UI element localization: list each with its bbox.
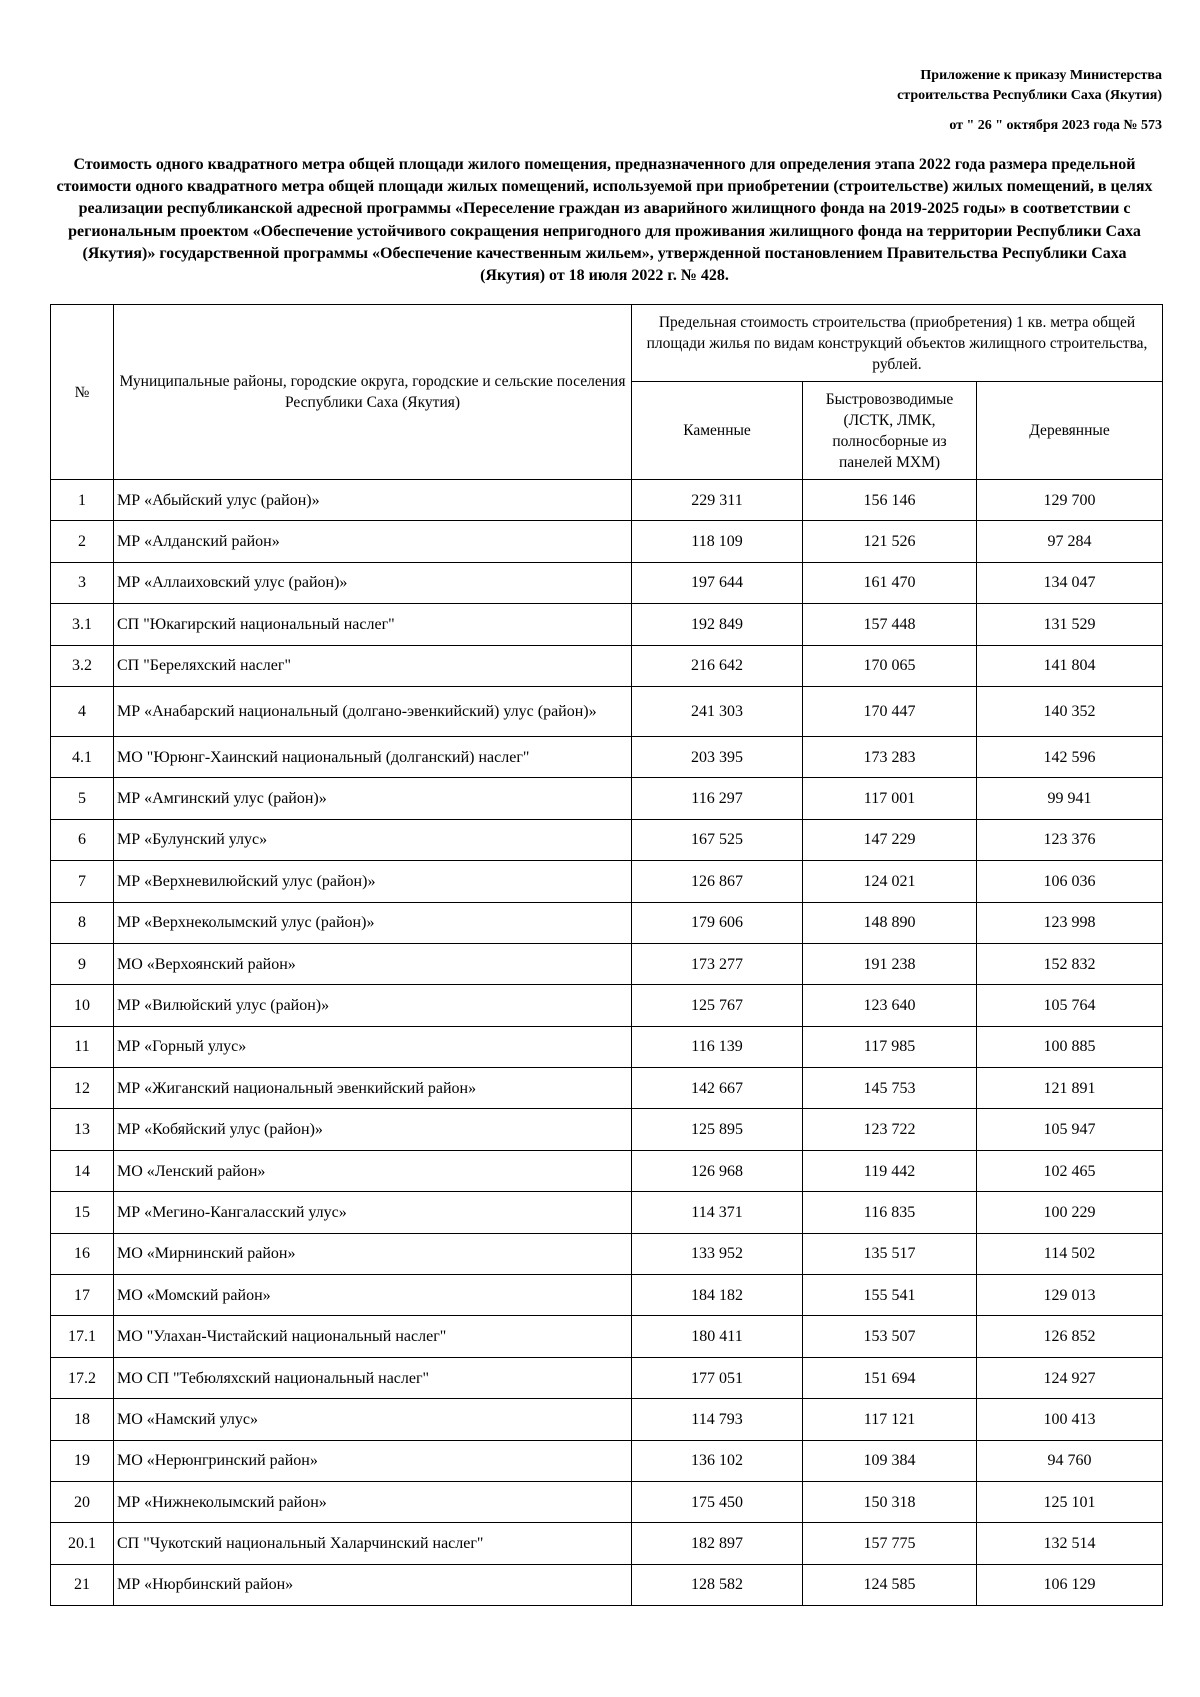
row-prefab-cost: 119 442 xyxy=(803,1150,977,1191)
row-number: 14 xyxy=(51,1150,114,1191)
order-date-number: от " 26 " октября 2023 года № 573 xyxy=(949,118,1162,133)
table-row xyxy=(51,1440,1163,1481)
table-row xyxy=(51,1316,1163,1357)
row-municipality: МО «Намский улус» xyxy=(114,1399,632,1440)
row-prefab-cost: 170 447 xyxy=(803,686,977,736)
header-wooden: Деревянные xyxy=(977,382,1163,480)
row-stone-cost: 203 395 xyxy=(632,736,803,777)
header-stone: Каменные xyxy=(632,382,803,480)
row-municipality: МР «Булунский улус» xyxy=(114,819,632,860)
row-number: 18 xyxy=(51,1399,114,1440)
table-row xyxy=(51,1523,1163,1564)
row-wooden-cost: 131 529 xyxy=(977,604,1163,645)
row-wooden-cost: 141 804 xyxy=(977,645,1163,686)
row-number: 15 xyxy=(51,1192,114,1233)
row-municipality: МР «Алданский район» xyxy=(114,521,632,562)
row-stone-cost: 173 277 xyxy=(632,943,803,984)
table-row xyxy=(51,736,1163,777)
row-number: 20.1 xyxy=(51,1523,114,1564)
row-prefab-cost: 121 526 xyxy=(803,521,977,562)
row-prefab-cost: 148 890 xyxy=(803,902,977,943)
row-number: 13 xyxy=(51,1109,114,1150)
row-municipality: МО «Момский район» xyxy=(114,1275,632,1316)
row-municipality: МО СП "Тебюляхский национальный наслег" xyxy=(114,1357,632,1398)
row-prefab-cost: 155 541 xyxy=(803,1275,977,1316)
row-wooden-cost: 105 947 xyxy=(977,1109,1163,1150)
row-number: 4.1 xyxy=(51,736,114,777)
row-stone-cost: 133 952 xyxy=(632,1233,803,1274)
row-number: 8 xyxy=(51,902,114,943)
row-number: 19 xyxy=(51,1440,114,1481)
table-row xyxy=(51,604,1163,645)
row-prefab-cost: 124 585 xyxy=(803,1564,977,1605)
row-stone-cost: 197 644 xyxy=(632,562,803,603)
row-prefab-cost: 117 001 xyxy=(803,778,977,819)
row-wooden-cost: 132 514 xyxy=(977,1523,1163,1564)
row-stone-cost: 179 606 xyxy=(632,902,803,943)
row-stone-cost: 126 968 xyxy=(632,1150,803,1191)
row-prefab-cost: 145 753 xyxy=(803,1068,977,1109)
row-municipality: МО "Улахан-Чистайский национальный наслег" xyxy=(114,1316,632,1357)
row-municipality: МР «Аллаиховский улус (район)» xyxy=(114,562,632,603)
row-municipality: МО "Юрюнг-Хаинский национальный (долганский) наслег" xyxy=(114,736,632,777)
row-stone-cost: 229 311 xyxy=(632,480,803,521)
row-municipality: МР «Нижнеколымский район» xyxy=(114,1481,632,1522)
row-prefab-cost: 191 238 xyxy=(803,943,977,984)
row-stone-cost: 241 303 xyxy=(632,686,803,736)
row-prefab-cost: 123 640 xyxy=(803,985,977,1026)
row-municipality: МР «Вилюйский улус (район)» xyxy=(114,985,632,1026)
row-stone-cost: 118 109 xyxy=(632,521,803,562)
row-municipality: СП "Береляхский наслег" xyxy=(114,645,632,686)
row-stone-cost: 142 667 xyxy=(632,1068,803,1109)
row-prefab-cost: 153 507 xyxy=(803,1316,977,1357)
row-number: 21 xyxy=(51,1564,114,1605)
row-number: 9 xyxy=(51,943,114,984)
row-stone-cost: 126 867 xyxy=(632,861,803,902)
row-municipality: МР «Жиганский национальный эвенкийский район» xyxy=(114,1068,632,1109)
row-wooden-cost: 142 596 xyxy=(977,736,1163,777)
row-number: 17 xyxy=(51,1275,114,1316)
header-prefab: Быстровозводимые (ЛСТК, ЛМК, полносборные из панелей МХМ) xyxy=(803,382,977,480)
appendix-header xyxy=(897,66,1162,106)
row-wooden-cost: 97 284 xyxy=(977,521,1163,562)
table-row xyxy=(51,1150,1163,1191)
header-municipality: Муниципальные районы, городские округа, городские и сельские поселения Республики Саха (Якутия) xyxy=(114,305,632,480)
table-row xyxy=(51,562,1163,603)
row-wooden-cost: 126 852 xyxy=(977,1316,1163,1357)
row-wooden-cost: 129 700 xyxy=(977,480,1163,521)
row-stone-cost: 177 051 xyxy=(632,1357,803,1398)
row-municipality: МО «Верхоянский район» xyxy=(114,943,632,984)
row-number: 1 xyxy=(51,480,114,521)
table-row xyxy=(51,1233,1163,1274)
row-number: 3.1 xyxy=(51,604,114,645)
row-number: 3.2 xyxy=(51,645,114,686)
row-prefab-cost: 173 283 xyxy=(803,736,977,777)
row-number: 7 xyxy=(51,861,114,902)
table-row xyxy=(51,861,1163,902)
row-municipality: СП "Юкагирский национальный наслег" xyxy=(114,604,632,645)
row-prefab-cost: 147 229 xyxy=(803,819,977,860)
row-municipality: МР «Верхнеколымский улус (район)» xyxy=(114,902,632,943)
row-wooden-cost: 114 502 xyxy=(977,1233,1163,1274)
table-row xyxy=(51,1481,1163,1522)
row-municipality: МР «Анабарский национальный (долгано-эвенкийский) улус (район)» xyxy=(114,686,632,736)
row-wooden-cost: 106 129 xyxy=(977,1564,1163,1605)
cost-table xyxy=(50,304,1163,1606)
appendix-line-2: строительства Республики Саха (Якутия) xyxy=(897,88,1162,103)
row-number: 20 xyxy=(51,1481,114,1522)
row-stone-cost: 125 767 xyxy=(632,985,803,1026)
table-row xyxy=(51,778,1163,819)
row-wooden-cost: 123 998 xyxy=(977,902,1163,943)
table-row xyxy=(51,902,1163,943)
row-wooden-cost: 134 047 xyxy=(977,562,1163,603)
header-number: № xyxy=(51,305,114,480)
row-wooden-cost: 100 885 xyxy=(977,1026,1163,1067)
row-municipality: МР «Кобяйский улус (район)» xyxy=(114,1109,632,1150)
row-stone-cost: 128 582 xyxy=(632,1564,803,1605)
table-row xyxy=(51,1026,1163,1067)
row-stone-cost: 184 182 xyxy=(632,1275,803,1316)
table-row xyxy=(51,521,1163,562)
row-prefab-cost: 117 121 xyxy=(803,1399,977,1440)
row-municipality: МР «Амгинский улус (район)» xyxy=(114,778,632,819)
document-title: Стоимость одного квадратного метра общей площади жилого помещения, предназначенного для определения этапа 2022 года размера предельной стоимости одного квадратного метра общей площади жилых помещений, используемой при приобретении (строительстве) жилых помещений, в целях реализации республиканской адресной программы «Переселение граждан из аварийного жилищного фонда на 2019-2025 годы» в соответствии с региональным проектом «Обеспечение устойчивого сокращения непригодного для проживания жилищного фонда на территории Республики Саха (Якутия)» государственной программы «Обеспечение качественным жильем», утвержденной постановлением Правительства Республики Саха (Якутия) от 18 июля 2022 г. № 428. xyxy=(56,156,1153,285)
row-prefab-cost: 156 146 xyxy=(803,480,977,521)
row-municipality: МР «Верхневилюйский улус (район)» xyxy=(114,861,632,902)
row-stone-cost: 125 895 xyxy=(632,1109,803,1150)
row-stone-cost: 116 297 xyxy=(632,778,803,819)
row-wooden-cost: 125 101 xyxy=(977,1481,1163,1522)
row-wooden-cost: 94 760 xyxy=(977,1440,1163,1481)
row-wooden-cost: 124 927 xyxy=(977,1357,1163,1398)
row-prefab-cost: 123 722 xyxy=(803,1109,977,1150)
table-row xyxy=(51,686,1163,736)
table-body xyxy=(51,480,1163,1606)
row-wooden-cost: 106 036 xyxy=(977,861,1163,902)
row-stone-cost: 175 450 xyxy=(632,1481,803,1522)
row-number: 6 xyxy=(51,819,114,860)
row-wooden-cost: 152 832 xyxy=(977,943,1163,984)
row-municipality: СП "Чукотский национальный Халарчинский наслег" xyxy=(114,1523,632,1564)
row-number: 2 xyxy=(51,521,114,562)
row-municipality: МР «Горный улус» xyxy=(114,1026,632,1067)
table-row xyxy=(51,1564,1163,1605)
row-number: 10 xyxy=(51,985,114,1026)
table-row xyxy=(51,1399,1163,1440)
row-municipality: МР «Абыйский улус (район)» xyxy=(114,480,632,521)
row-stone-cost: 216 642 xyxy=(632,645,803,686)
row-municipality: МО «Ленский район» xyxy=(114,1150,632,1191)
table-row xyxy=(51,819,1163,860)
row-number: 11 xyxy=(51,1026,114,1067)
row-wooden-cost: 123 376 xyxy=(977,819,1163,860)
row-stone-cost: 114 793 xyxy=(632,1399,803,1440)
row-prefab-cost: 157 775 xyxy=(803,1523,977,1564)
row-prefab-cost: 150 318 xyxy=(803,1481,977,1522)
row-stone-cost: 136 102 xyxy=(632,1440,803,1481)
table-row xyxy=(51,943,1163,984)
table-header-row xyxy=(51,305,1163,382)
row-wooden-cost: 100 229 xyxy=(977,1192,1163,1233)
row-municipality: МО «Нерюнгринский район» xyxy=(114,1440,632,1481)
row-prefab-cost: 170 065 xyxy=(803,645,977,686)
row-prefab-cost: 151 694 xyxy=(803,1357,977,1398)
appendix-line-1: Приложение к приказу Министерства xyxy=(920,68,1162,83)
row-wooden-cost: 121 891 xyxy=(977,1068,1163,1109)
row-wooden-cost: 105 764 xyxy=(977,985,1163,1026)
row-prefab-cost: 124 021 xyxy=(803,861,977,902)
row-number: 16 xyxy=(51,1233,114,1274)
row-number: 5 xyxy=(51,778,114,819)
row-wooden-cost: 129 013 xyxy=(977,1275,1163,1316)
row-prefab-cost: 157 448 xyxy=(803,604,977,645)
table-row xyxy=(51,1109,1163,1150)
table-row xyxy=(51,1357,1163,1398)
row-stone-cost: 116 139 xyxy=(632,1026,803,1067)
row-wooden-cost: 140 352 xyxy=(977,686,1163,736)
row-number: 17.1 xyxy=(51,1316,114,1357)
table-row xyxy=(51,1275,1163,1316)
row-number: 3 xyxy=(51,562,114,603)
row-number: 12 xyxy=(51,1068,114,1109)
header-cost-group: Предельная стоимость строительства (приобретения) 1 кв. метра общей площади жилья по видам конструкций объектов жилищного строительства, рублей. xyxy=(632,305,1163,382)
row-wooden-cost: 100 413 xyxy=(977,1399,1163,1440)
row-wooden-cost: 99 941 xyxy=(977,778,1163,819)
row-prefab-cost: 117 985 xyxy=(803,1026,977,1067)
table-row xyxy=(51,645,1163,686)
row-municipality: МО «Мирнинский район» xyxy=(114,1233,632,1274)
row-stone-cost: 182 897 xyxy=(632,1523,803,1564)
row-number: 17.2 xyxy=(51,1357,114,1398)
row-municipality: МР «Мегино-Кангаласский улус» xyxy=(114,1192,632,1233)
row-stone-cost: 192 849 xyxy=(632,604,803,645)
row-stone-cost: 167 525 xyxy=(632,819,803,860)
table-row xyxy=(51,1068,1163,1109)
table-row xyxy=(51,985,1163,1026)
row-stone-cost: 114 371 xyxy=(632,1192,803,1233)
row-prefab-cost: 161 470 xyxy=(803,562,977,603)
row-wooden-cost: 102 465 xyxy=(977,1150,1163,1191)
row-prefab-cost: 109 384 xyxy=(803,1440,977,1481)
table-row xyxy=(51,1192,1163,1233)
table-row xyxy=(51,480,1163,521)
row-municipality: МР «Нюрбинский район» xyxy=(114,1564,632,1605)
row-stone-cost: 180 411 xyxy=(632,1316,803,1357)
row-prefab-cost: 116 835 xyxy=(803,1192,977,1233)
row-number: 4 xyxy=(51,686,114,736)
row-prefab-cost: 135 517 xyxy=(803,1233,977,1274)
